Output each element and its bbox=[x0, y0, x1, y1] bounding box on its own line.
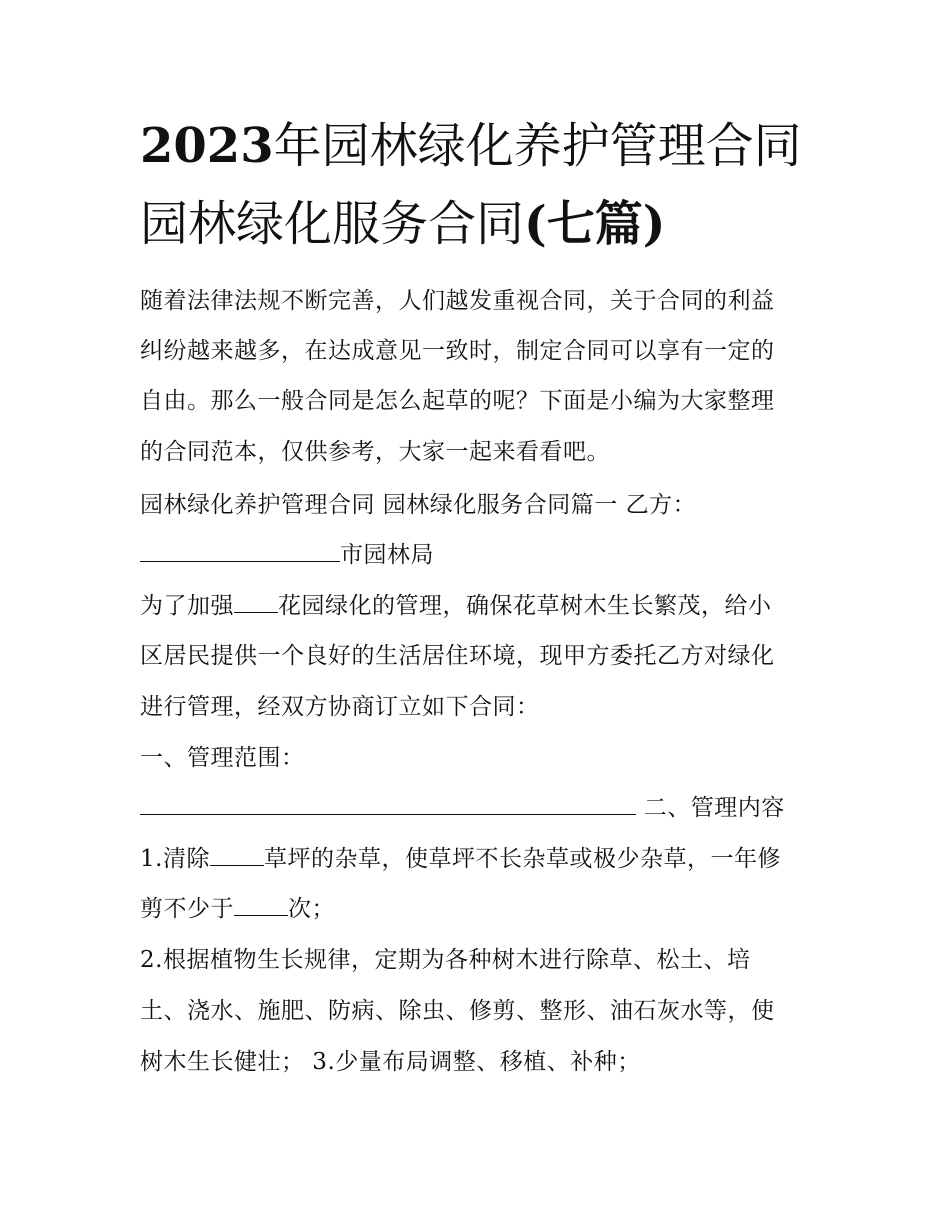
intro-line-3: 自由。那么一般合同是怎么起草的呢？下面是小编为大家整理 bbox=[140, 388, 775, 414]
content-heading: 二、管理内容 bbox=[636, 795, 785, 821]
purpose-text-a: 为了加强 bbox=[140, 593, 234, 619]
document-title-line-1 bbox=[140, 116, 802, 176]
blank-field bbox=[140, 539, 340, 562]
purpose-line-2: 区居民提供一个良好的生活居住环境，现甲方委托乙方对绿化 bbox=[140, 643, 775, 669]
item1-line-2 bbox=[140, 892, 335, 926]
item1-text-c: 剪不少于 bbox=[140, 896, 234, 922]
party-line bbox=[140, 538, 434, 572]
blank-field bbox=[210, 843, 264, 866]
title-text-1: 年园林绿化养护管理合同 bbox=[273, 118, 802, 174]
section-heading: 园林绿化养护管理合同 园林绿化服务合同篇一 乙方： bbox=[140, 492, 697, 518]
item1-text-a: 1.清除 bbox=[140, 846, 210, 872]
blank-field bbox=[234, 590, 278, 613]
purpose-line-3: 进行管理，经双方协商订立如下合同： bbox=[140, 694, 540, 720]
party-suffix: 市园林局 bbox=[340, 542, 434, 568]
intro-line-4: 的合同范本，仅供参考，大家一起来看看吧。 bbox=[140, 439, 610, 465]
item2-line-2: 土、浇水、施肥、防病、除虫、修剪、整形、油石灰水等，使 bbox=[140, 998, 775, 1024]
content-heading-line bbox=[140, 791, 785, 825]
intro-line-1: 随着法律法规不断完善，人们越发重视合同，关于合同的利益 bbox=[140, 288, 775, 314]
intro-line-2: 纠纷越来越多，在达成意见一致时，制定合同可以享有一定的 bbox=[140, 338, 775, 364]
title-paren: (七篇) bbox=[524, 196, 666, 252]
blank-field bbox=[234, 893, 288, 916]
item1-text-b: 草坪的杂草，使草坪不长杂草或极少杂草，一年修 bbox=[263, 846, 781, 872]
purpose-line-1 bbox=[140, 589, 772, 623]
document-title-line-2 bbox=[140, 194, 665, 254]
purpose-text-b: 花园绿化的管理，确保花草树木生长繁茂，给小 bbox=[278, 593, 772, 619]
item2-line-3: 树木生长健壮； 3.少量布局调整、移植、补种； bbox=[140, 1049, 641, 1075]
item2-line-1: 2.根据植物生长规律，定期为各种树木进行除草、松土、培 bbox=[140, 947, 751, 973]
blank-field bbox=[140, 792, 636, 815]
title-text-2: 园林绿化服务合同 bbox=[140, 196, 525, 252]
item1-line-1 bbox=[140, 842, 781, 876]
title-year: 2023 bbox=[140, 118, 274, 174]
scope-heading: 一、管理范围： bbox=[140, 745, 305, 771]
item1-text-d: 次； bbox=[288, 896, 335, 922]
